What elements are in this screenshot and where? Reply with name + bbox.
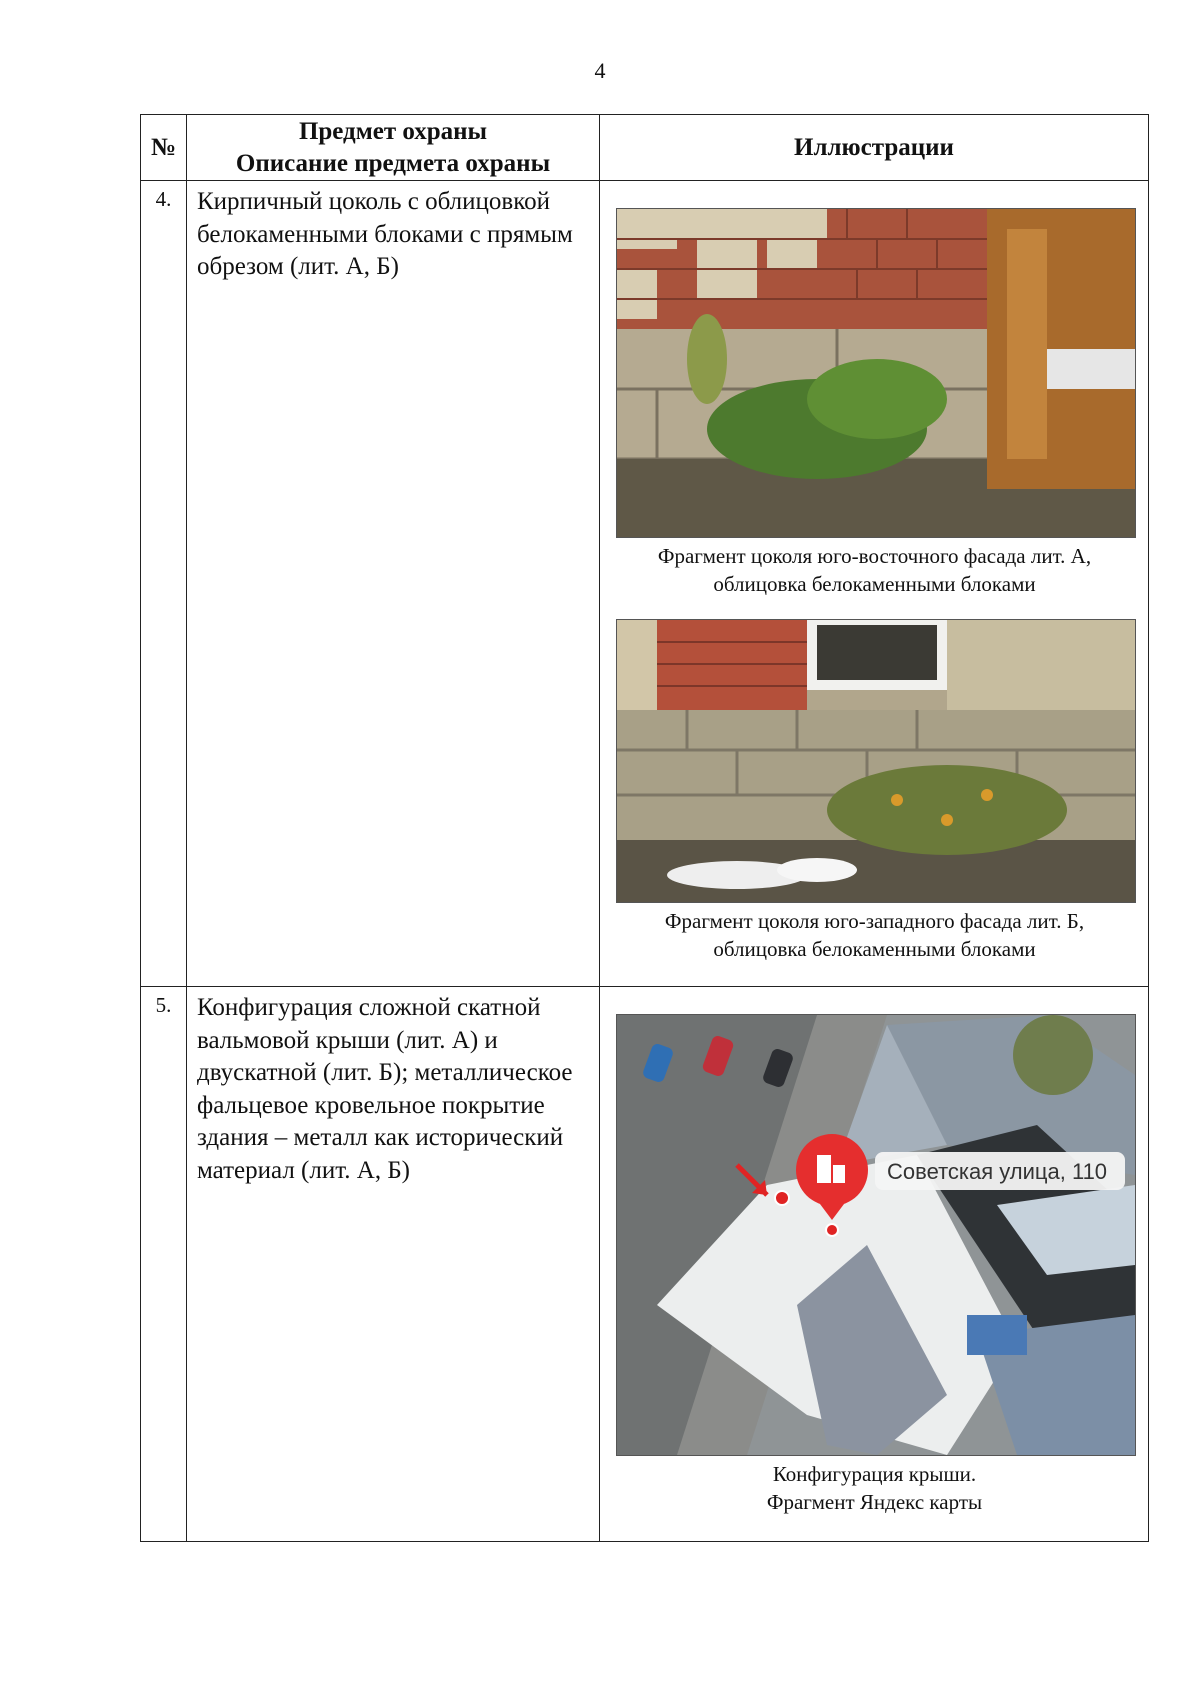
header-num: № bbox=[141, 115, 187, 181]
photo-roof-map bbox=[616, 1014, 1136, 1456]
aerial-map-image bbox=[617, 1015, 1135, 1455]
photo-southwest-plinth bbox=[616, 619, 1136, 903]
photo-southeast-plinth bbox=[616, 208, 1136, 538]
row-number: 4. bbox=[141, 181, 187, 987]
photo-caption bbox=[600, 1460, 1149, 1516]
header-illustrations: Иллюстрации bbox=[600, 115, 1149, 181]
caption-line: Фрагмент цоколя юго-восточного фасада лит. А, bbox=[657, 544, 1092, 568]
photo-caption bbox=[600, 907, 1149, 963]
map-address-label: Советская улица, 110 bbox=[887, 1159, 1108, 1184]
photo-caption bbox=[600, 542, 1149, 598]
table-row bbox=[141, 987, 1149, 1542]
row-description: Конфигурация сложной скатной вальмовой крыши (лит. А) и двускатной (лит. Б); металлическое фальцевое кровельное покрытие здания – металл как исторический материал (лит. А, Б) bbox=[187, 987, 600, 1542]
caption-line: Конфигурация крыши. bbox=[772, 1462, 977, 1486]
row-illustrations bbox=[600, 181, 1149, 987]
row-number: 5. bbox=[141, 987, 187, 1542]
header-subject-title: Предмет охраны bbox=[298, 117, 488, 145]
protection-table bbox=[140, 114, 1149, 1542]
caption-line: облицовка белокаменными блоками bbox=[713, 572, 1036, 596]
header-subject bbox=[187, 115, 600, 181]
table-row bbox=[141, 181, 1149, 987]
caption-line: Фрагмент цоколя юго-западного фасада лит. Б, bbox=[664, 909, 1085, 933]
caption-line: Фрагмент Яндекс карты bbox=[766, 1490, 983, 1514]
row-illustrations bbox=[600, 987, 1149, 1542]
page-number: 4 bbox=[594, 58, 606, 83]
header-subject-description: Описание предмета охраны bbox=[235, 149, 551, 177]
row-description: Кирпичный цоколь с облицовкой белокаменными блоками с прямым обрезом (лит. А, Б) bbox=[187, 181, 600, 987]
stone-plinth-image bbox=[617, 620, 1135, 902]
brick-plinth-image bbox=[617, 209, 1135, 537]
caption-line: облицовка белокаменными блоками bbox=[713, 937, 1036, 961]
table-header-row bbox=[141, 115, 1149, 181]
